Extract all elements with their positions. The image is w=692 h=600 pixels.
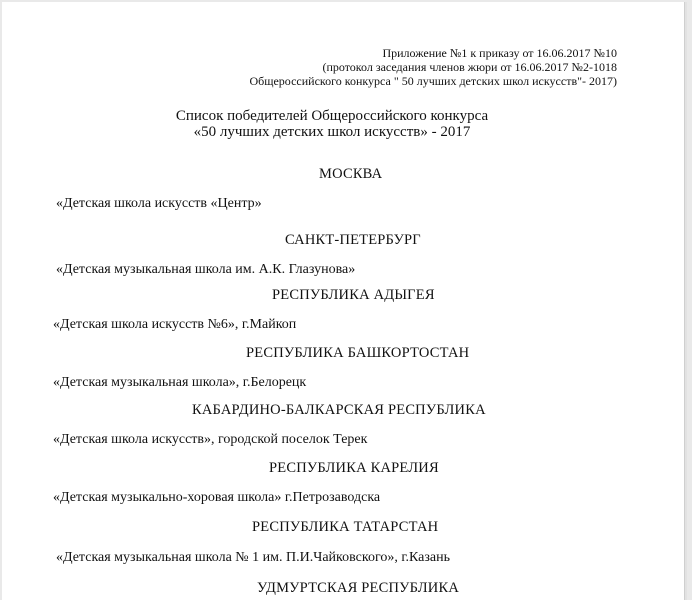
appendix-line-1: Приложение №1 к приказу от 16.06.2017 №10 (382, 46, 617, 60)
region-heading-kabardino-balkaria: КАБАРДИНО-БАЛКАРСКАЯ РЕСПУБЛИКА (192, 402, 486, 418)
school-entry-adygea: «Детская школа искусств №6», г.Майкоп (53, 317, 297, 332)
document-page (2, 2, 684, 600)
document-title-line-1: Список победителей Общероссийского конкурса (175, 108, 489, 124)
school-entry-saint-petersburg: «Детская музыкальная школа им. А.К. Глазунова» (56, 262, 356, 277)
region-heading-adygea: РЕСПУБЛИКА АДЫГЕЯ (272, 287, 435, 303)
region-heading-moscow: МОСКВА (319, 166, 383, 182)
school-entry-moscow: «Детская школа искусств «Центр» (56, 196, 262, 211)
school-entry-bashkortostan: «Детская музыкальная школа», г.Белорецк (53, 375, 307, 390)
region-heading-udmurtia: УДМУРТСКАЯ РЕСПУБЛИКА (257, 580, 460, 596)
region-heading-tatarstan: РЕСПУБЛИКА ТАТАРСТАН (252, 519, 439, 535)
school-entry-kabardino-balkaria: «Детская школа искусств», городской поселок Терек (53, 432, 368, 447)
appendix-line-3: Общероссийского конкурса " 50 лучших детских школ искусств"- 2017) (249, 74, 617, 88)
region-heading-saint-petersburg: САНКТ-ПЕТЕРБУРГ (285, 232, 421, 248)
school-entry-karelia: «Детская музыкально-хоровая школа» г.Петрозаводска (53, 490, 381, 505)
appendix-line-2: (протокол заседания членов жюри от 16.06.2017 №2-1018 (322, 60, 617, 74)
document-title-line-2: «50 лучших детских школ искусств» - 2017 (193, 124, 471, 140)
school-entry-tatarstan: «Детская музыкальная школа № 1 им. П.И.Чайковского», г.Казань (56, 550, 451, 565)
region-heading-karelia: РЕСПУБЛИКА КАРЕЛИЯ (269, 460, 439, 476)
region-heading-bashkortostan: РЕСПУБЛИКА БАШКОРТОСТАН (246, 345, 470, 361)
